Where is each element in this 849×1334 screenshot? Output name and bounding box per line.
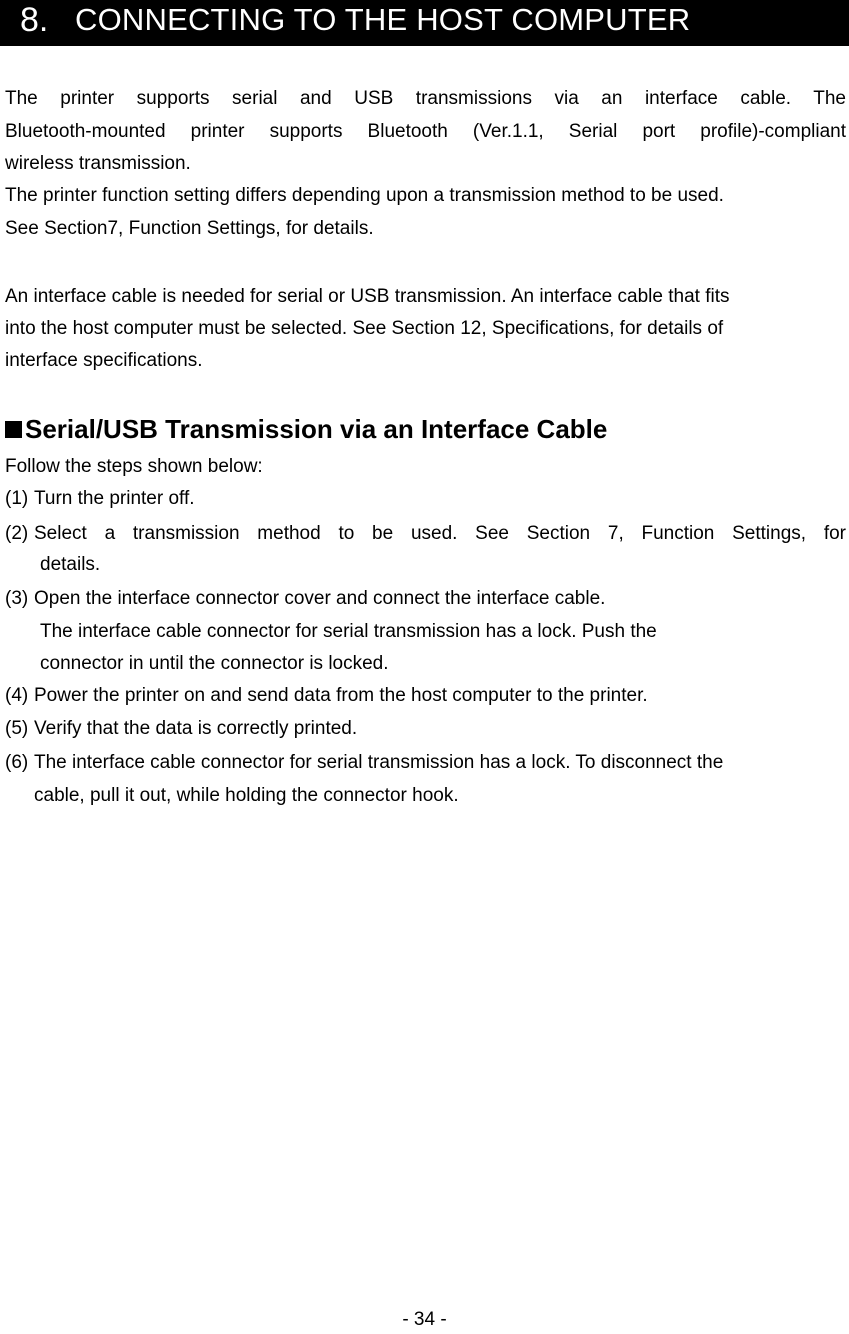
step-number: (5) bbox=[5, 718, 29, 739]
step-text: Select a transmission method to be used. See Section 7, Function Settings, for bbox=[34, 523, 846, 544]
step-text: Power the printer on and send data from the host computer to the printer. bbox=[34, 685, 648, 706]
step-number: (6) bbox=[5, 752, 29, 773]
step-5 bbox=[5, 714, 846, 744]
cable-para-line-3: interface specifications. bbox=[5, 350, 203, 371]
section-number: 8. bbox=[20, 1, 49, 39]
step-text: Turn the printer off. bbox=[34, 488, 195, 509]
intro-line-4: The printer function setting differs depending upon a transmission method to be used. bbox=[5, 185, 724, 206]
step-3-continuation-2: connector in until the connector is locked. bbox=[40, 653, 389, 674]
step-number: (3) bbox=[5, 588, 29, 609]
step-text: Open the interface connector cover and connect the interface cable. bbox=[34, 588, 606, 609]
intro-line-1: The printer supports serial and USB transmissions via an interface cable. The bbox=[5, 88, 846, 109]
intro-line-5: See Section7, Function Settings, for details. bbox=[5, 218, 374, 239]
section-heading-text: Serial/USB Transmission via an Interface Cable bbox=[25, 414, 608, 444]
step-text: The interface cable connector for serial transmission has a lock. To disconnect the bbox=[34, 752, 724, 773]
step-text: Verify that the data is correctly printed. bbox=[34, 718, 358, 739]
cable-para-line-1: An interface cable is needed for serial or USB transmission. An interface cable that fits bbox=[5, 286, 730, 307]
step-3 bbox=[5, 584, 846, 614]
step-number: (1) bbox=[5, 488, 29, 509]
step-3-continuation-1: The interface cable connector for serial transmission has a lock. Push the bbox=[40, 621, 657, 642]
step-4 bbox=[5, 681, 846, 711]
step-number: (2) bbox=[5, 523, 29, 544]
square-bullet-icon bbox=[5, 421, 22, 438]
intro-line-3: wireless transmission. bbox=[5, 153, 191, 174]
section-heading bbox=[5, 412, 607, 446]
step-6 bbox=[5, 748, 846, 778]
step-2 bbox=[5, 519, 846, 549]
cable-para-line-2: into the host computer must be selected. See Section 12, Specifications, for details of bbox=[5, 318, 724, 339]
step-number: (4) bbox=[5, 685, 29, 706]
step-6-continuation: cable, pull it out, while holding the connector hook. bbox=[34, 785, 459, 806]
intro-line-2: Bluetooth-mounted printer supports Bluetooth (Ver.1.1, Serial port profile)-compliant bbox=[5, 121, 846, 142]
steps-lead: Follow the steps shown below: bbox=[5, 456, 263, 477]
section-title: CONNECTING TO THE HOST COMPUTER bbox=[75, 2, 691, 37]
section-title-bar bbox=[0, 0, 849, 46]
page-number: - 34 - bbox=[402, 1309, 447, 1330]
step-2-continuation: details. bbox=[40, 554, 101, 575]
step-1 bbox=[5, 484, 846, 514]
